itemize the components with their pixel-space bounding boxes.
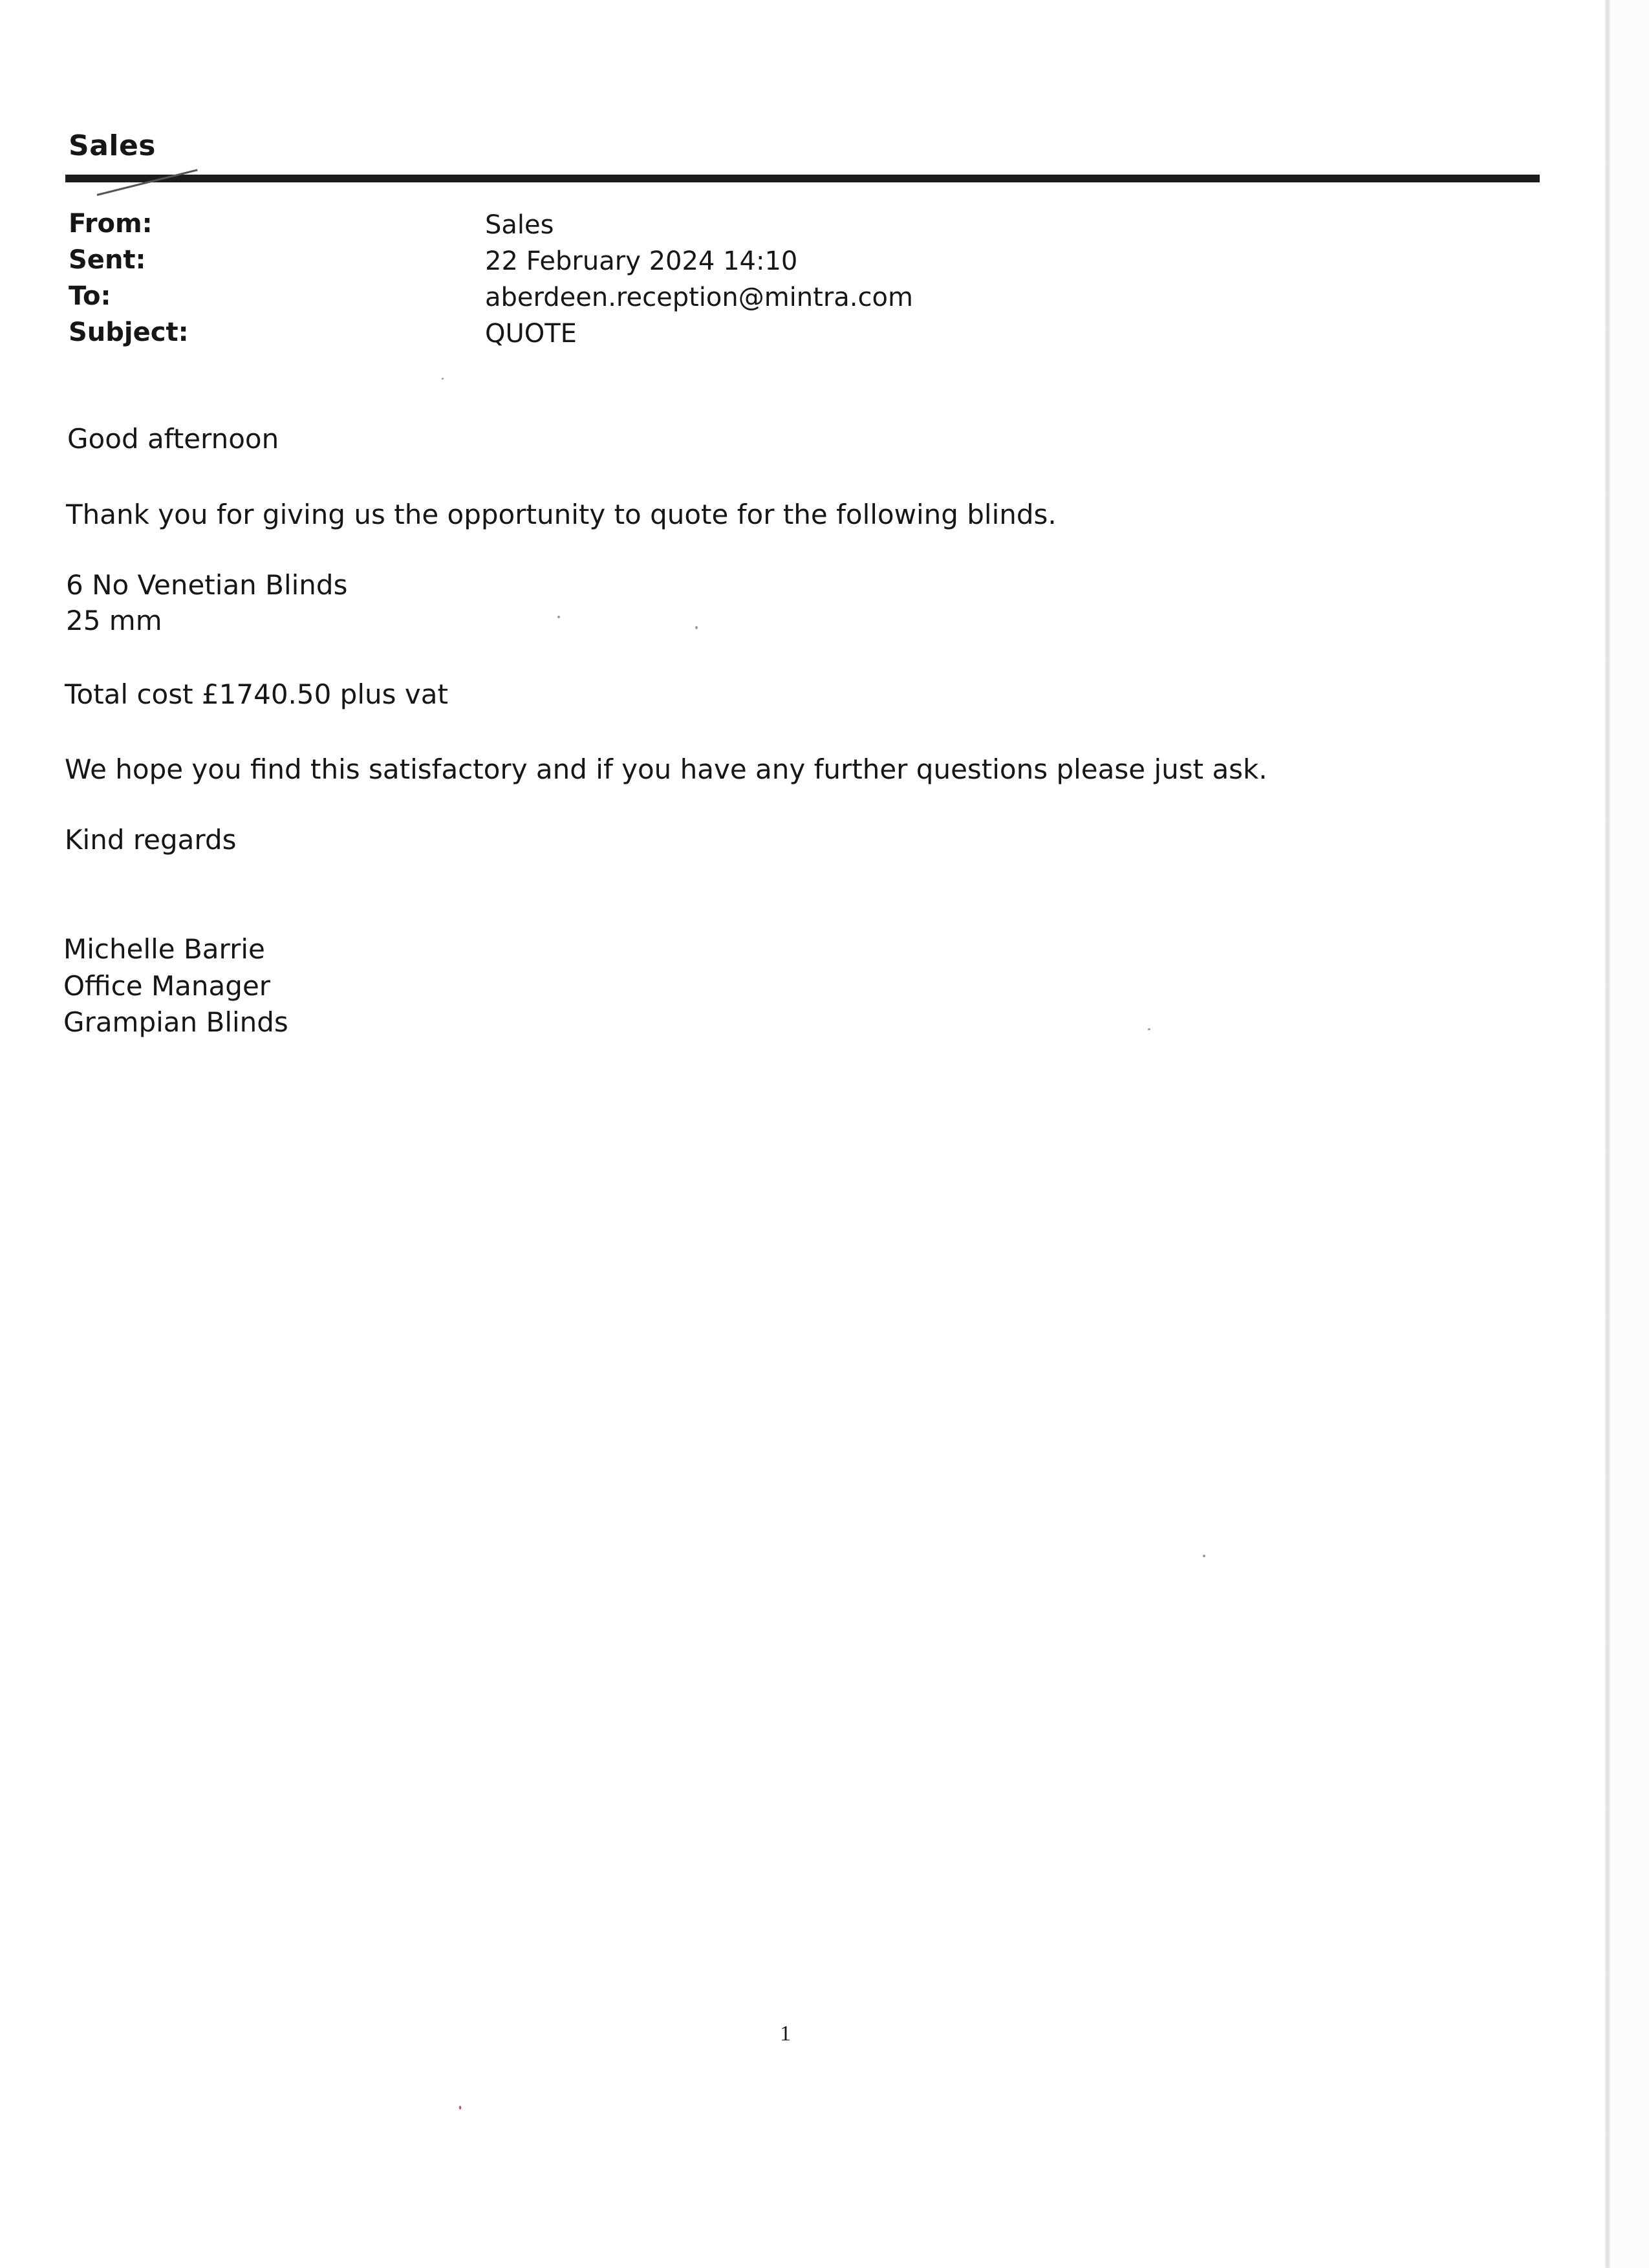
item-line-2: 25 mm: [66, 605, 162, 636]
sent-value: 22 February 2024 14:10: [485, 246, 798, 276]
scan-edge-shadow: [1605, 0, 1610, 2268]
from-value: Sales: [485, 210, 554, 240]
email-header-title: Sales: [69, 129, 156, 162]
scan-margin: [1610, 0, 1649, 2268]
intro-text: Thank you for giving us the opportunity to quote for the following blinds.: [66, 499, 1057, 530]
scan-speck: [1148, 1028, 1150, 1030]
scan-speck: [695, 626, 698, 629]
sent-label: Sent:: [69, 245, 146, 275]
total-cost-text: Total cost £1740.50 plus vat: [65, 678, 448, 710]
subject-label: Subject:: [69, 318, 189, 347]
header-divider: [65, 175, 1540, 182]
page-number: 1: [780, 2022, 791, 2046]
closing-text: We hope you find this satisfactory and if you have any further questions please just ask.: [65, 753, 1267, 785]
subject-value: QUOTE: [485, 319, 577, 349]
scan-speck: [1203, 1555, 1205, 1557]
scan-speck: [557, 616, 560, 618]
item-line-1: 6 No Venetian Blinds: [66, 569, 348, 601]
scan-speck: [459, 2106, 461, 2110]
greeting-text: Good afternoon: [67, 423, 279, 455]
from-label: From:: [69, 209, 153, 239]
pen-mark: [97, 169, 198, 196]
scan-speck: [442, 378, 444, 380]
signature-company: Grampian Blinds: [63, 1006, 288, 1038]
signature-name: Michelle Barrie: [63, 933, 265, 965]
signature-role: Office Manager: [63, 970, 271, 1002]
signoff-text: Kind regards: [65, 824, 237, 856]
to-value: aberdeen.reception@mintra.com: [485, 283, 913, 312]
to-label: To:: [69, 281, 111, 311]
